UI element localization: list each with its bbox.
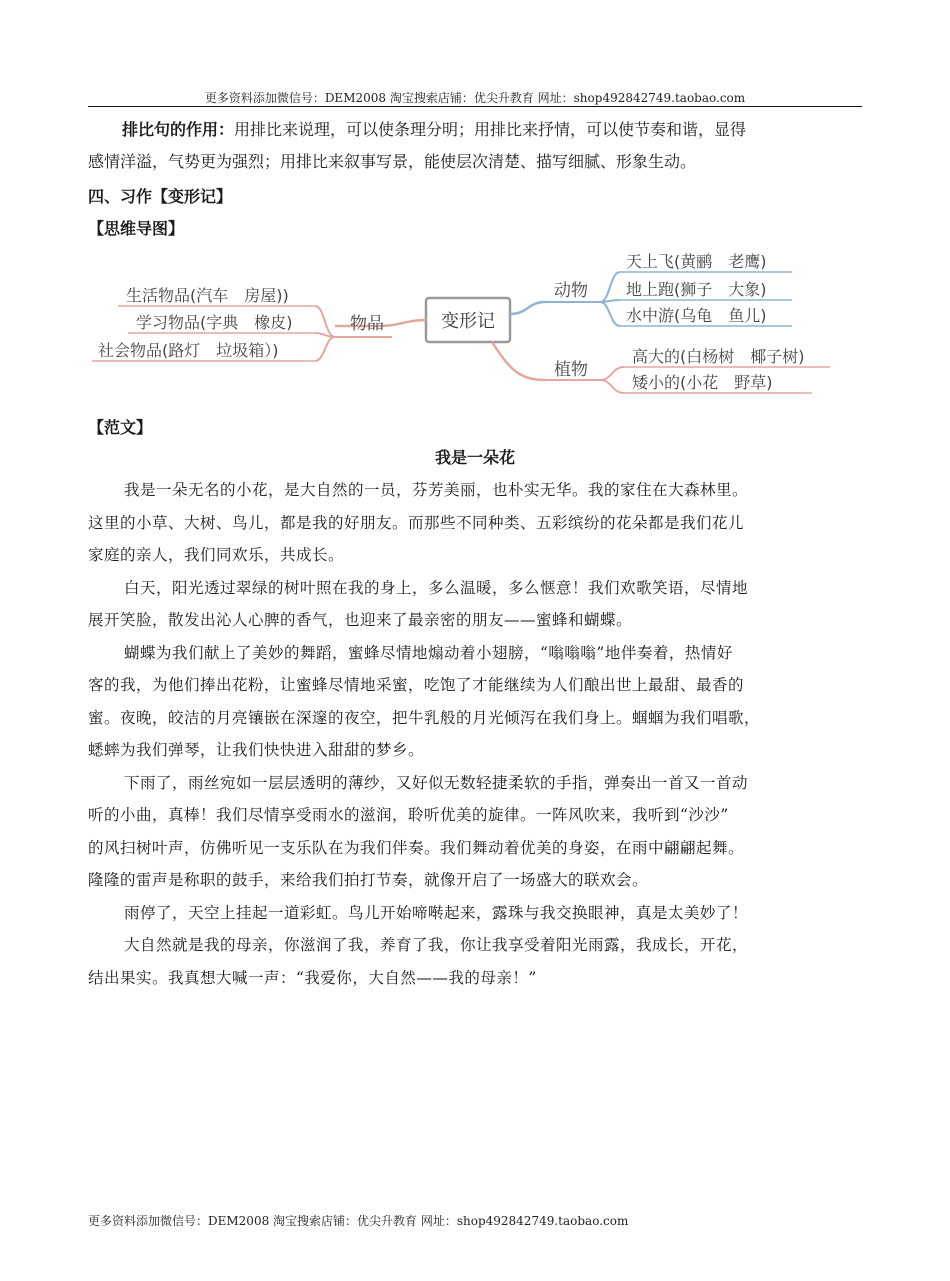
page-header: 更多资料添加微信号：DEM2008 淘宝搜索店铺：优尖升教育 网址：shop492842749.taobao.com [204,91,746,105]
top-item-3: 水中游(乌龟 鱼儿) [626,306,767,325]
essay-line: 大自然就是我的母亲，你滋润了我，养育了我，你让我享受着阳光雨露，我成长，开花， [124,936,749,954]
bottom-connector [492,342,545,380]
essay-line: 结出果实。我真想大喊一声：“我爱你，大自然——我的母亲！” [88,968,537,987]
left-branch-label: 物品 [350,314,384,334]
mindmap-heading: 【思维导图】 [88,219,185,238]
essay-line: 我是一朵无名的小花，是大自然的一员，芬芳美丽，也朴实无华。我的家住在大森林里。 [124,481,749,499]
essay-line: 听的小曲，真棒！我们尽情享受雨水的滋润，聆听优美的旋律。一阵风吹来，我听到“沙沙” [88,806,729,824]
mindmap-center-label: 变形记 [441,311,495,332]
intro-line-1 [88,114,863,146]
essay-line: 雨停了，天空上挂起一道彩虹。鸟儿开始啼啭起来，露珠与我交换眼神，真是太美妙了！ [124,903,749,922]
essay-line: 蜜。夜晚，皎洁的月亮镶嵌在深邃的夜空，把牛乳般的月光倾泻在我们身上。蝈蝈为我们唱歌， [88,708,761,727]
left-item-2: 学习物品(字典 橡皮) [136,313,293,332]
essay-title: 我是一朵花 [434,448,515,467]
intro-line-2: 感情洋溢，气势更为强烈；用排比来叙事写景，能使层次清楚、描写细腻、形象生动。 [88,152,697,171]
top-item-1: 天上飞(黄鹂 老鹰) [626,252,767,271]
left-fan [315,306,335,361]
essay-line: 展开笑脸，散发出沁人心脾的香气，也迎来了最亲密的朋友——蜜蜂和蝴蝶。 [88,611,633,629]
essay-line: 白天，阳光透过翠绿的树叶照在我的身上，多么温暖，多么惬意！我们欢歌笑语，尽情地 [124,578,749,597]
top-fan [600,272,620,326]
left-item-1: 生活物品(汽车 房屋)) [126,286,289,305]
section-heading: 四、习作【变形记】 [88,187,233,206]
header-divider [88,106,862,107]
top-branch-label: 动物 [554,281,588,301]
page-footer: 更多资料添加微信号：DEM2008 淘宝搜索店铺：优尖升教育 网址：shop492842749.taobao.com [88,1214,629,1228]
bottom-item-1: 高大的(白杨树 椰子树) [632,347,805,366]
intro-paragraph [88,114,863,178]
essay-line: 家庭的亲人，我们同欢乐，共成长。 [88,546,345,564]
bottom-fan [600,367,624,393]
essay-line: 这里的小草、大树、鸟儿，都是我的好朋友。而那些不同种类、五彩缤纷的花朵都是我们花儿 [88,513,745,532]
top-item-2: 地上跑(狮子 大象) [626,280,767,299]
model-heading: 【范文】 [88,418,153,437]
essay-body [88,474,868,994]
essay-line: 蟋蟀为我们弹琴，让我们快快进入甜甜的梦乡。 [88,741,425,759]
bottom-branch-label: 植物 [554,360,588,380]
essay-line: 下雨了，雨丝宛如一层层透明的薄纱，又好似无数轻捷柔软的手指，弹奏出一首又一首动 [124,773,749,792]
intro-text-1: 用排比来说理，可以使条理分明；用排比来抒情，可以使节奏和谐，显得 [234,120,747,139]
mind-map [0,240,950,410]
bottom-item-2: 矮小的(小花 野草) [632,373,773,392]
intro-label: 排比句的作用： [122,120,235,139]
essay-line: 隆隆的雷声是称职的鼓手，来给我们拍打节奏，就像开启了一场盛大的联欢会。 [88,871,649,889]
top-connector [510,302,545,314]
essay-line: 客的我，为他们捧出花粉，让蜜蜂尽情地采蜜，吃饱了才能继续为人们酿出世上最甜、最香的 [88,676,745,694]
essay-line: 的风扫树叶声，仿佛听见一支乐队在为我们伴奏。我们舞动着优美的身姿，在雨中翩翩起舞。 [88,838,745,857]
left-item-3: 社会物品(路灯 垃圾箱）) [98,341,279,360]
essay-line: 蝴蝶为我们献上了美妙的舞蹈，蜜蜂尽情地煽动着小翅膀，“嗡嗡嗡”地伴奏着，热情好 [124,643,733,662]
